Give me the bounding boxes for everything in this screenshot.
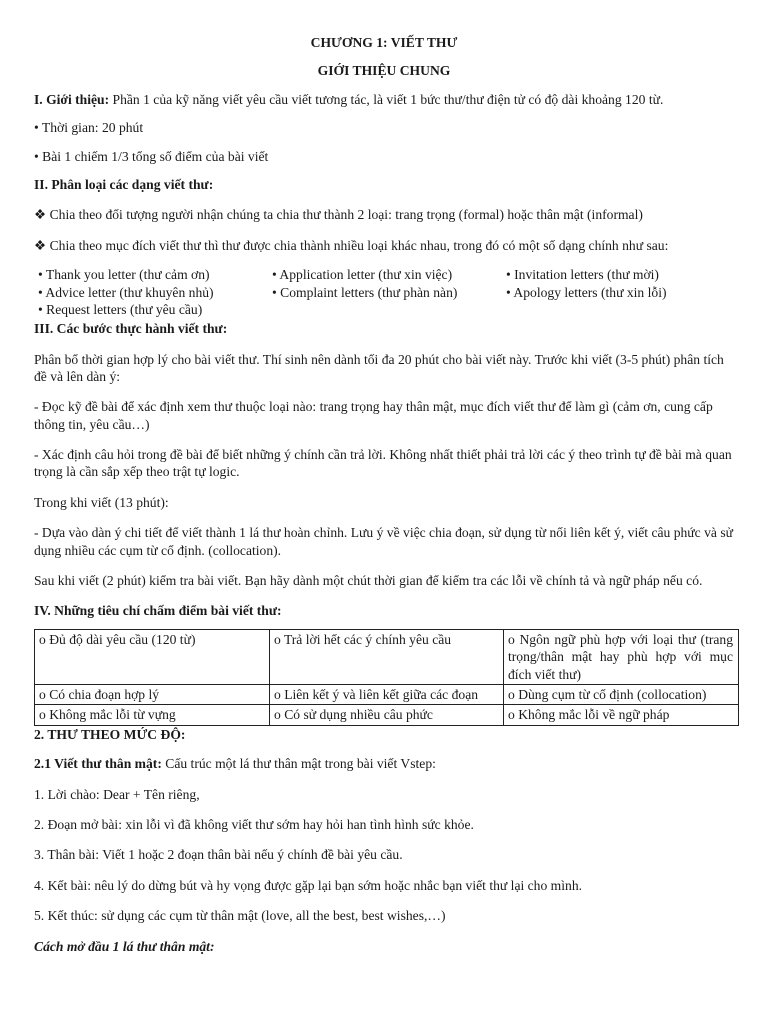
table-cell: o Dùng cụm từ cố định (collocation) — [504, 685, 739, 705]
table-cell: o Liên kết ý và liên kết giữa các đoạn — [270, 685, 504, 705]
list-item: • Advice letter (thư khuyên nhủ) — [38, 284, 214, 300]
section-subtitle: GIỚI THIỆU CHUNG — [317, 63, 451, 79]
criteria-table — [34, 629, 739, 726]
list-item: • Thank you letter (thư cảm ơn) — [38, 267, 210, 283]
criteria-heading: IV. Những tiêu chí chấm điểm bài viết thư: — [34, 603, 282, 619]
list-item: • Apology letters (thư xin lỗi) — [506, 284, 667, 300]
intro-heading: I. Giới thiệu: — [34, 91, 110, 107]
table-cell: o Không mắc lỗi từ vựng — [35, 705, 270, 725]
levels-heading: 2. THƯ THEO MỨC ĐỘ: — [34, 726, 186, 742]
list-item: • Complaint letters (thư phàn nàn) — [272, 284, 458, 300]
informal-intro — [34, 755, 734, 772]
intro-paragraph — [34, 91, 734, 108]
table-row — [35, 705, 739, 725]
intro-bullet-time: • Thời gian: 20 phút — [34, 120, 144, 136]
steps-paragraph: Phân bổ thời gian hợp lý cho bài viết thư. Thí sinh nên dành tối đa 20 phút cho bài viết này. Trước khi viết (3-5 phút) phân tích đề và lên dàn ý: — [34, 351, 724, 384]
chapter-title: CHƯƠNG 1: VIẾT THƯ — [310, 35, 458, 50]
list-item: 2. Đoạn mở bài: xin lỗi vì đã không viết thư sớm hay hỏi han tình hình sức khỏe. — [34, 816, 474, 832]
types-heading: II. Phân loại các dạng viết thư: — [34, 176, 214, 192]
table-cell: o Có sử dụng nhiều câu phức — [270, 705, 504, 725]
steps-paragraph: - Dựa vào dàn ý chi tiết để viết thành 1 lá thư hoàn chỉnh. Lưu ý về việc chia đoạn, sử dụng từ nối liên kết ý, viết câu phức và sử dụng nhiều các cụm từ cố định. (collocation). — [34, 525, 733, 558]
types-point-recipient: ❖ Chia theo đối tượng người nhận chúng ta chia thư thành 2 loại: trang trọng (formal) hoặc thân mật (informal) — [34, 207, 643, 223]
table-row — [35, 629, 739, 684]
list-item: 5. Kết thúc: sử dụng các cụm từ thân mật (love, all the best, best wishes,…) — [34, 908, 446, 924]
table-row — [35, 685, 739, 705]
table-cell: o Ngôn ngữ phù hợp với loại thư (trang trọng/thân mật hay phù hợp với mục đích viết thư) — [504, 629, 739, 684]
steps-paragraph: - Đọc kỹ đề bài để xác định xem thư thuộc loại nào: trang trọng hay thân mật, mục đích viết thư để làm gì (cảm ơn, cung cấp thông tin, yêu cầu…) — [34, 399, 713, 432]
table-cell: o Đủ độ dài yêu cầu (120 từ) — [35, 629, 270, 684]
list-item: 1. Lời chào: Dear + Tên riêng, — [34, 786, 200, 802]
list-item: 3. Thân bài: Viết 1 hoặc 2 đoạn thân bài nếu ý chính đề bài yêu cầu. — [34, 847, 403, 863]
list-item: • Invitation letters (thư mời) — [506, 267, 659, 283]
types-point-purpose: ❖ Chia theo mục đích viết thư thì thư được chia thành nhiều loại khác nhau, trong đó có một số dạng chính như sau: — [34, 237, 669, 253]
letter-types-list — [38, 266, 734, 319]
table-cell: o Không mắc lỗi về ngữ pháp — [504, 705, 739, 725]
table-cell: o Trả lời hết các ý chính yêu cầu — [270, 629, 504, 684]
intro-bullet-score: • Bài 1 chiếm 1/3 tổng số điểm của bài viết — [34, 148, 269, 164]
table-cell: o Có chia đoạn hợp lý — [35, 685, 270, 705]
steps-paragraph: - Xác định câu hỏi trong đề bài để biết những ý chính cần trả lời. Không nhất thiết phải trả lời các ý theo trình tự đề bài mà quan trọng là cần sắp xếp theo trật tự logic. — [34, 447, 732, 480]
informal-heading: 2.1 Viết thư thân mật: — [34, 756, 162, 772]
intro-text: Phần 1 của kỹ năng viết yêu cầu viết tương tác, là viết 1 bức thư/thư điện tử có độ dài khoảng 120 từ. — [109, 91, 664, 107]
steps-heading: III. Các bước thực hành viết thư: — [34, 321, 228, 337]
steps-paragraph: Sau khi viết (2 phút) kiểm tra bài viết. Bạn hãy dành một chút thời gian để kiểm tra các lỗi về chính tả và ngữ pháp nếu có. — [34, 573, 703, 589]
steps-paragraph: Trong khi viết (13 phút): — [34, 494, 169, 510]
list-item: • Application letter (thư xin việc) — [272, 267, 453, 283]
list-item: 4. Kết bài: nêu lý do dừng bút và hy vọng được gặp lại bạn sớm hoặc nhắc bạn viết thư lại cho mình. — [34, 877, 583, 893]
opening-heading: Cách mở đầu 1 lá thư thân mật: — [34, 938, 215, 954]
informal-text: Cấu trúc một lá thư thân mật trong bài viết Vstep: — [161, 756, 436, 772]
list-item: • Request letters (thư yêu cầu) — [38, 302, 203, 318]
